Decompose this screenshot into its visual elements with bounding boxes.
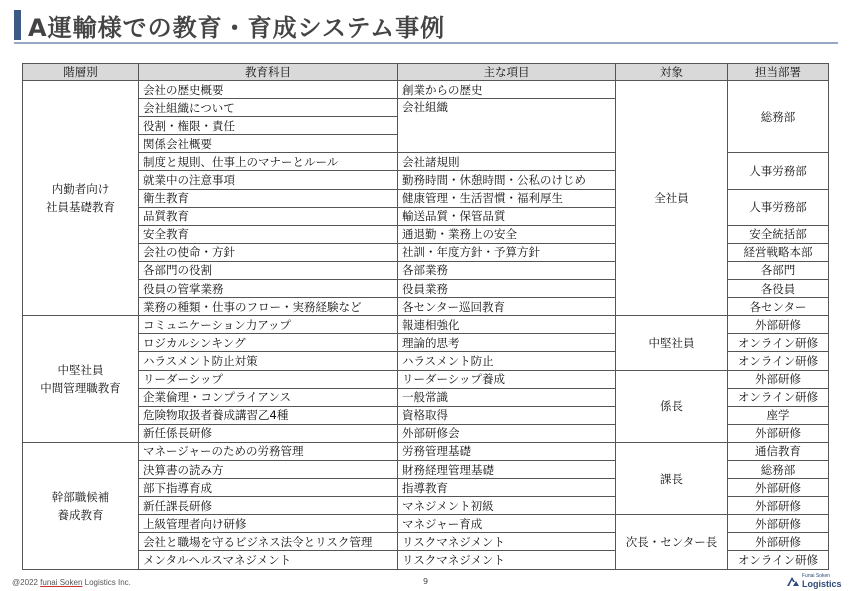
logo-icon — [786, 575, 800, 587]
department-cell: 通信教育 — [728, 442, 829, 460]
subject-cell: コミュニケーション力アップ — [139, 316, 398, 334]
copyright — [12, 578, 131, 587]
item-cell: 通退勤・業務上の安全 — [398, 225, 616, 243]
logo-line2: Logistics — [802, 579, 842, 589]
company-logo — [786, 573, 842, 589]
department-cell: 総務部 — [728, 81, 829, 153]
header-target: 対象 — [616, 64, 728, 81]
department-cell: 座学 — [728, 406, 829, 424]
table-row — [23, 81, 829, 99]
department-cell: 各センター — [728, 298, 829, 316]
subject-cell: 会社組織について — [139, 99, 398, 117]
group-label: 内勤者向け — [51, 182, 110, 197]
item-cell: 一般常識 — [398, 388, 616, 406]
subject-cell: 就業中の注意事項 — [139, 171, 398, 189]
item-cell: ハラスメント防止 — [398, 352, 616, 370]
item-cell: 指導教育 — [398, 479, 616, 497]
item-cell: リーダーシップ養成 — [398, 370, 616, 388]
subject-cell: メンタルヘルスマネジメント — [139, 551, 398, 569]
item-cell: リスクマネジメント — [398, 533, 616, 551]
table-row — [23, 442, 829, 460]
copyright-suffix: Logistics Inc. — [82, 578, 131, 587]
department-cell: オンライン研修 — [728, 334, 829, 352]
group-label: 養成教育 — [57, 507, 104, 522]
subject-cell: 新任係長研修 — [139, 424, 398, 442]
subject-cell: 安全教育 — [139, 225, 398, 243]
department-cell: 人事労務部 — [728, 189, 829, 225]
item-cell: 健康管理・生活習慣・福利厚生 — [398, 189, 616, 207]
item-cell: マネジャー育成 — [398, 515, 616, 533]
department-cell: 外部研修 — [728, 479, 829, 497]
group-label: 社員基礎教育 — [46, 200, 115, 215]
department-cell: オンライン研修 — [728, 551, 829, 569]
department-cell: 経営戦略本部 — [728, 243, 829, 261]
subject-cell: 会社の使命・方針 — [139, 243, 398, 261]
copyright-prefix: @2022 — [12, 578, 41, 587]
item-cell: 労務管理基礎 — [398, 442, 616, 460]
department-cell: 外部研修 — [728, 533, 829, 551]
department-cell: 外部研修 — [728, 370, 829, 388]
subject-cell: ハラスメント防止対策 — [139, 352, 398, 370]
item-cell: 創業からの歴史 — [398, 81, 616, 99]
subject-cell: 関係会社概要 — [139, 135, 398, 153]
table-header-row — [23, 64, 829, 81]
group-label: 中間管理職教育 — [40, 381, 121, 396]
item-cell: 勤務時間・休憩時間・公私のけじめ — [398, 171, 616, 189]
department-cell: 外部研修 — [728, 497, 829, 515]
target-cell: 次長・センター長 — [616, 515, 728, 569]
item-cell: 資格取得 — [398, 406, 616, 424]
department-cell: 人事労務部 — [728, 153, 829, 189]
item-cell: 会社諸規則 — [398, 153, 616, 171]
item-cell: 各部業務 — [398, 261, 616, 279]
item-cell: 役員業務 — [398, 280, 616, 298]
target-cell: 課長 — [616, 442, 728, 514]
logo-line1: Funai Soken — [802, 573, 831, 579]
subject-cell: 決算書の読み方 — [139, 460, 398, 478]
copyright-company: funai Soken — [40, 578, 83, 587]
department-cell: オンライン研修 — [728, 388, 829, 406]
group-label: 幹部職候補 — [51, 489, 110, 504]
item-cell: 理論的思考 — [398, 334, 616, 352]
subject-cell: ロジカルシンキング — [139, 334, 398, 352]
department-cell: 各部門 — [728, 261, 829, 279]
table-row — [23, 316, 829, 334]
title-underline — [14, 42, 838, 44]
subject-cell: 会社と職場を守るビジネス法令とリスク管理 — [139, 533, 398, 551]
department-cell: 各役員 — [728, 280, 829, 298]
logo-text — [802, 573, 842, 589]
item-cell: 各センター巡回教育 — [398, 298, 616, 316]
header-level: 階層別 — [23, 64, 139, 81]
group-label: 中堅社員 — [57, 363, 104, 378]
department-cell: 外部研修 — [728, 424, 829, 442]
title-accent-bar — [14, 10, 21, 40]
subject-cell: 会社の歴史概要 — [139, 81, 398, 99]
header-items: 主な項目 — [398, 64, 616, 81]
subject-cell: リーダーシップ — [139, 370, 398, 388]
department-cell: 外部研修 — [728, 316, 829, 334]
table-row — [23, 515, 829, 533]
item-cell: 外部研修会 — [398, 424, 616, 442]
subject-cell: 業務の種類・仕事のフロー・実務経験など — [139, 298, 398, 316]
department-cell: 安全統括部 — [728, 225, 829, 243]
item-cell: 社訓・年度方針・予算方針 — [398, 243, 616, 261]
subject-cell: 衛生教育 — [139, 189, 398, 207]
item-cell: 輸送品質・保管品質 — [398, 207, 616, 225]
target-cell: 全社員 — [616, 81, 728, 316]
subject-cell: 企業倫理・コンプライアンス — [139, 388, 398, 406]
subject-cell: 危険物取扱者養成講習乙4種 — [139, 406, 398, 424]
subject-cell: 新任課長研修 — [139, 497, 398, 515]
table-row — [23, 370, 829, 388]
target-cell: 係長 — [616, 370, 728, 442]
item-cell: マネジメント初級 — [398, 497, 616, 515]
page-number: 9 — [423, 577, 429, 586]
subject-cell: 役員の管掌業務 — [139, 280, 398, 298]
department-cell: 総務部 — [728, 460, 829, 478]
department-cell: オンライン研修 — [728, 352, 829, 370]
subject-cell: 上級管理者向け研修 — [139, 515, 398, 533]
group-cell — [23, 81, 139, 316]
item-cell: 財務経理管理基礎 — [398, 460, 616, 478]
header-department: 担当部署 — [728, 64, 829, 81]
subject-cell: 部下指導育成 — [139, 479, 398, 497]
group-cell — [23, 316, 139, 443]
subject-cell: 品質教育 — [139, 207, 398, 225]
item-cell: リスクマネジメント — [398, 551, 616, 569]
item-cell: 報連相強化 — [398, 316, 616, 334]
header-subject: 教育科目 — [139, 64, 398, 81]
subject-cell: 各部門の役割 — [139, 261, 398, 279]
training-table — [22, 63, 829, 570]
department-cell: 外部研修 — [728, 515, 829, 533]
group-cell — [23, 442, 139, 569]
item-cell: 会社組織 — [398, 99, 616, 153]
target-cell: 中堅社員 — [616, 316, 728, 370]
page-title: A運輸様での教育・育成システム事例 — [28, 14, 446, 42]
subject-cell: マネージャーのための労務管理 — [139, 442, 398, 460]
subject-cell: 役割・権限・責任 — [139, 117, 398, 135]
subject-cell: 制度と規則、仕事上のマナーとルール — [139, 153, 398, 171]
